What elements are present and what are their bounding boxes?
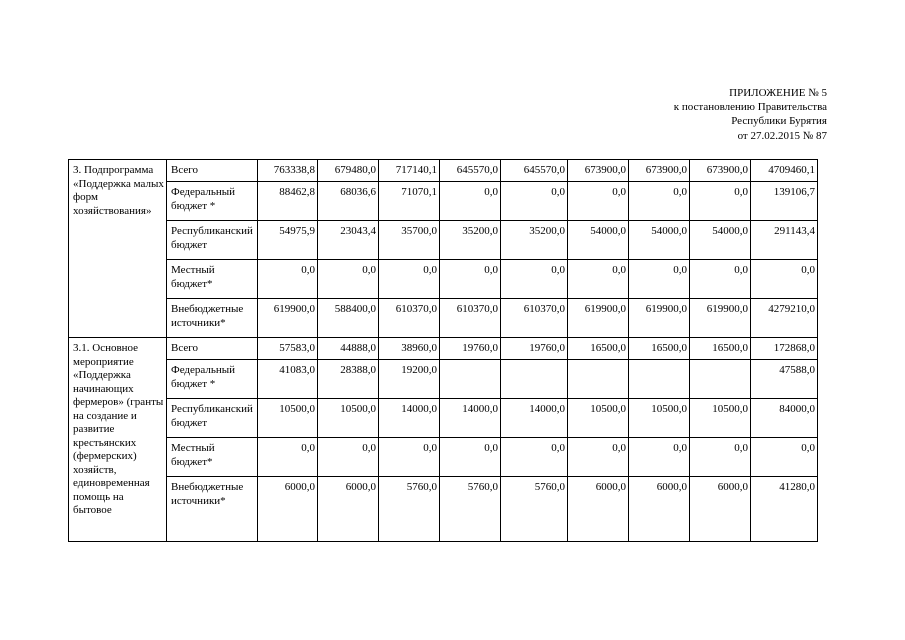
year-value-cell: [690, 360, 751, 399]
year-value-cell: 10500,0: [258, 399, 318, 438]
total-value-cell: 172868,0: [751, 338, 818, 360]
table-row: [69, 477, 818, 542]
year-value-cell: 23043,4: [318, 221, 379, 260]
year-value-cell: 763338,8: [258, 160, 318, 182]
appendix-resolution-line: к постановлению Правительства: [673, 101, 827, 114]
funding-source-cell: Внебюджетные источники*: [167, 299, 258, 338]
total-value-cell: 4279210,0: [751, 299, 818, 338]
year-value-cell: 54000,0: [690, 221, 751, 260]
year-value-cell: 0,0: [629, 182, 690, 221]
year-value-cell: 6000,0: [690, 477, 751, 542]
year-value-cell: [440, 360, 501, 399]
year-value-cell: 19200,0: [379, 360, 440, 399]
year-value-cell: 588400,0: [318, 299, 379, 338]
year-value-cell: 0,0: [440, 182, 501, 221]
year-value-cell: 71070,1: [379, 182, 440, 221]
year-value-cell: 16500,0: [568, 338, 629, 360]
year-value-cell: 0,0: [258, 438, 318, 477]
total-value-cell: 84000,0: [751, 399, 818, 438]
total-value-cell: 41280,0: [751, 477, 818, 542]
year-value-cell: 54000,0: [629, 221, 690, 260]
budget-table: [68, 159, 818, 542]
table-row: [69, 182, 818, 221]
year-value-cell: 41083,0: [258, 360, 318, 399]
appendix-republic-line: Республики Бурятия: [731, 115, 827, 128]
year-value-cell: 0,0: [568, 438, 629, 477]
year-value-cell: 0,0: [379, 438, 440, 477]
total-value-cell: 291143,4: [751, 221, 818, 260]
year-value-cell: 10500,0: [318, 399, 379, 438]
year-value-cell: 645570,0: [501, 160, 568, 182]
total-value-cell: 139106,7: [751, 182, 818, 221]
year-value-cell: 619900,0: [568, 299, 629, 338]
year-value-cell: 54000,0: [568, 221, 629, 260]
year-value-cell: 5760,0: [440, 477, 501, 542]
year-value-cell: 19760,0: [440, 338, 501, 360]
year-value-cell: 0,0: [629, 438, 690, 477]
funding-source-cell: Республиканский бюджет: [167, 221, 258, 260]
year-value-cell: 10500,0: [629, 399, 690, 438]
year-value-cell: 0,0: [379, 260, 440, 299]
year-value-cell: 0,0: [318, 260, 379, 299]
funding-source-cell: Всего: [167, 338, 258, 360]
year-value-cell: 0,0: [440, 260, 501, 299]
year-value-cell: 35200,0: [501, 221, 568, 260]
year-value-cell: 5760,0: [379, 477, 440, 542]
year-value-cell: 673900,0: [568, 160, 629, 182]
year-value-cell: 610370,0: [440, 299, 501, 338]
table-row: [69, 260, 818, 299]
year-value-cell: 28388,0: [318, 360, 379, 399]
year-value-cell: 57583,0: [258, 338, 318, 360]
year-value-cell: 6000,0: [629, 477, 690, 542]
year-value-cell: 38960,0: [379, 338, 440, 360]
year-value-cell: 0,0: [501, 260, 568, 299]
year-value-cell: 6000,0: [318, 477, 379, 542]
funding-source-cell: Местный бюджет*: [167, 438, 258, 477]
year-value-cell: 35200,0: [440, 221, 501, 260]
total-value-cell: 0,0: [751, 260, 818, 299]
appendix-date-line: от 27.02.2015 № 87: [737, 129, 827, 142]
year-value-cell: 6000,0: [568, 477, 629, 542]
total-value-cell: 47588,0: [751, 360, 818, 399]
funding-source-cell: Местный бюджет*: [167, 260, 258, 299]
year-value-cell: 619900,0: [258, 299, 318, 338]
year-value-cell: 54975,9: [258, 221, 318, 260]
total-value-cell: 0,0: [751, 438, 818, 477]
year-value-cell: 19760,0: [501, 338, 568, 360]
year-value-cell: 0,0: [568, 260, 629, 299]
year-value-cell: 645570,0: [440, 160, 501, 182]
year-value-cell: 0,0: [501, 438, 568, 477]
table-row: [69, 399, 818, 438]
funding-source-cell: Всего: [167, 160, 258, 182]
program-name-cell: 3.1. Основное мероприятие «Поддержка начинающих фермеров» (гранты на создание и развитие крестьянских (фермерских) хозяйств, единовременная помощь на бытовое: [69, 338, 167, 542]
year-value-cell: 35700,0: [379, 221, 440, 260]
funding-source-cell: Федеральный бюджет *: [167, 182, 258, 221]
year-value-cell: 14000,0: [440, 399, 501, 438]
table-row: [69, 338, 818, 360]
year-value-cell: 0,0: [258, 260, 318, 299]
funding-source-cell: Внебюджетные источники*: [167, 477, 258, 542]
year-value-cell: 0,0: [690, 438, 751, 477]
year-value-cell: 10500,0: [690, 399, 751, 438]
year-value-cell: 673900,0: [629, 160, 690, 182]
year-value-cell: 610370,0: [379, 299, 440, 338]
table-row: [69, 221, 818, 260]
year-value-cell: 0,0: [318, 438, 379, 477]
year-value-cell: 5760,0: [501, 477, 568, 542]
table-row: [69, 160, 818, 182]
year-value-cell: 44888,0: [318, 338, 379, 360]
year-value-cell: [501, 360, 568, 399]
year-value-cell: 0,0: [690, 260, 751, 299]
year-value-cell: 619900,0: [690, 299, 751, 338]
funding-source-cell: Республиканский бюджет: [167, 399, 258, 438]
table-row: [69, 360, 818, 399]
year-value-cell: [568, 360, 629, 399]
year-value-cell: 0,0: [690, 182, 751, 221]
year-value-cell: 14000,0: [501, 399, 568, 438]
year-value-cell: [629, 360, 690, 399]
year-value-cell: 0,0: [629, 260, 690, 299]
appendix-header: [674, 86, 827, 143]
year-value-cell: 0,0: [568, 182, 629, 221]
year-value-cell: 717140,1: [379, 160, 440, 182]
year-value-cell: 16500,0: [629, 338, 690, 360]
year-value-cell: 88462,8: [258, 182, 318, 221]
year-value-cell: 679480,0: [318, 160, 379, 182]
year-value-cell: 610370,0: [501, 299, 568, 338]
year-value-cell: 0,0: [440, 438, 501, 477]
year-value-cell: 673900,0: [690, 160, 751, 182]
year-value-cell: 6000,0: [258, 477, 318, 542]
year-value-cell: 14000,0: [379, 399, 440, 438]
funding-source-cell: Федеральный бюджет *: [167, 360, 258, 399]
table-row: [69, 299, 818, 338]
appendix-title: ПРИЛОЖЕНИЕ № 5: [729, 87, 827, 99]
year-value-cell: 68036,6: [318, 182, 379, 221]
table-row: [69, 438, 818, 477]
year-value-cell: 16500,0: [690, 338, 751, 360]
program-name-cell: 3. Подпрограмма «Поддержка малых форм хозяйствования»: [69, 160, 167, 338]
total-value-cell: 4709460,1: [751, 160, 818, 182]
year-value-cell: 619900,0: [629, 299, 690, 338]
year-value-cell: 10500,0: [568, 399, 629, 438]
year-value-cell: 0,0: [501, 182, 568, 221]
